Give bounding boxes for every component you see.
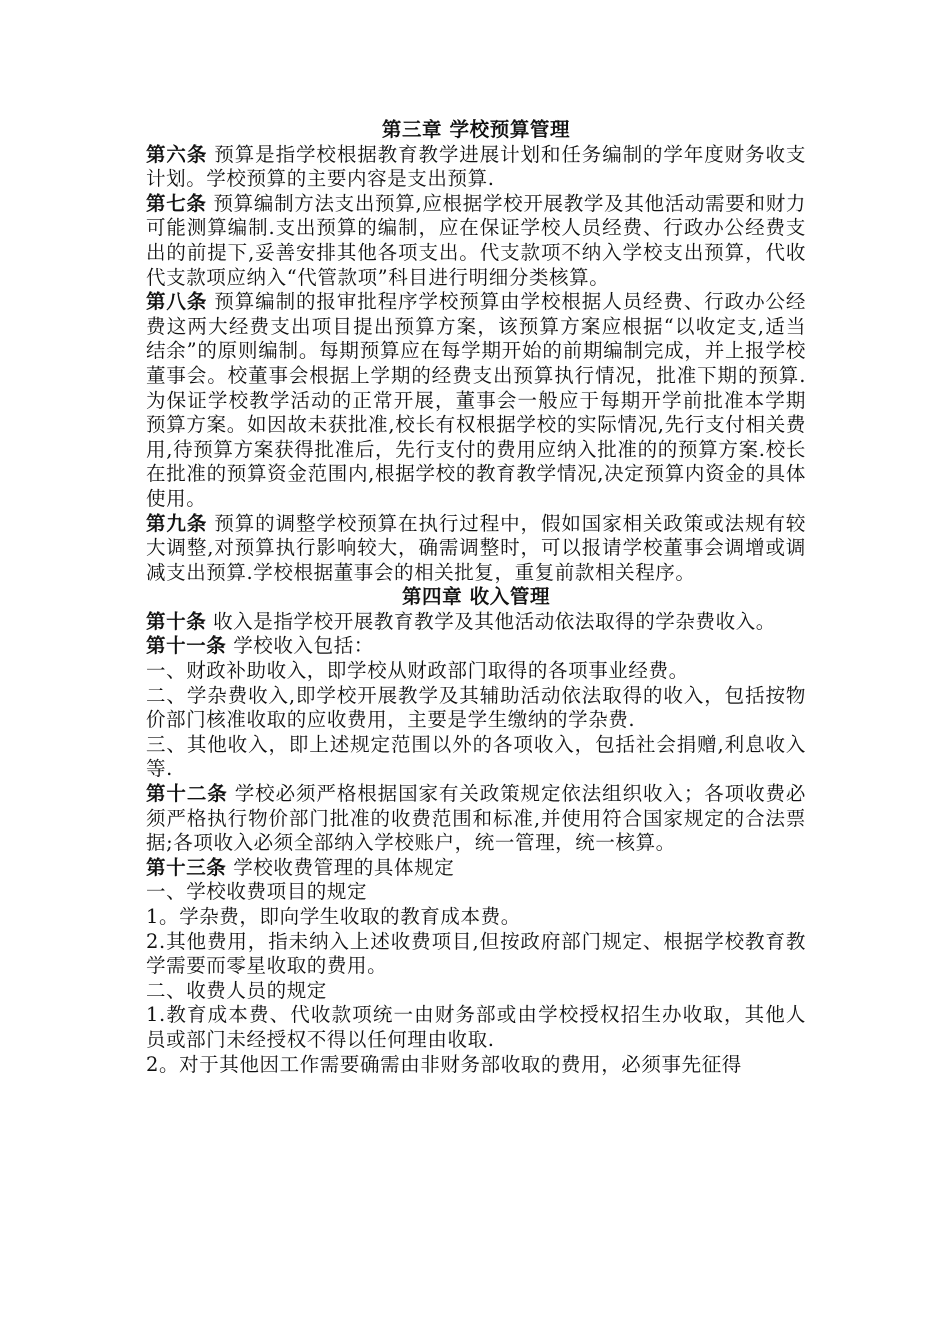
article-6-text: 预算是指学校根据教育教学进展计划和任务编制的学年度财务收支计划。学校预算的主要内容是支出预算. [146, 142, 806, 191]
article-9 [146, 512, 806, 586]
chapter4-title: 第四章 收入管理 [401, 585, 551, 609]
article-11-item: 三、其他收入，即上述规定范围以外的各项收入，包括社会捐赠,利息收入等. [146, 732, 806, 781]
article-8-label: 第八条 [146, 290, 208, 314]
article-13 [146, 856, 806, 881]
article-11-text: 学校收入包括： [226, 634, 374, 658]
article-7 [146, 192, 806, 290]
article-13-item: 二、收费人员的规定 [146, 978, 327, 1002]
article-12-text: 学校必须严格根据国家有关政策规定依法组织收入；各项收费必须严格执行物价部门批准的收费范围和标准,并使用符合国家规定的合法票据;各项收入必须全部纳入学校账户，统一管理，统一核算。 [146, 782, 806, 855]
article-9-label: 第九条 [146, 511, 208, 535]
article-7-text: 预算编制方法支出预算,应根据学校开展教学及其他活动需要和财力可能测算编制.支出预算的编制，应在保证学校人员经费、行政办公经费支出的前提下,妥善安排其他各项支出。代支款项不纳入学校支出预算，代收代支款项应纳入“代管款项”科目进行明细分类核算。 [146, 191, 806, 289]
article-9-text: 预算的调整学校预算在执行过程中，假如国家相关政策或法规有较大调整,对预算执行影响较大，确需调整时，可以报请学校董事会调增或调减支出预算.学校根据董事会的相关批复，重复前款相关程序。 [146, 511, 806, 584]
article-13-item: 一、学校收费项目的规定 [146, 880, 368, 904]
article-11-item: 一、财政补助收入，即学校从财政部门取得的各项事业经费。 [146, 659, 689, 683]
article-13-item: 1。学杂费，即向学生收取的教育成本费。 [146, 905, 521, 928]
article-12-label: 第十二条 [146, 782, 228, 806]
document-page [146, 118, 806, 1077]
article-11-item: 二、学杂费收入,即学校开展教学及其辅助活动依法取得的收入，包括按物价部门核准收取的应收费用，主要是学生缴纳的学杂费. [146, 683, 806, 732]
chapter3-title: 第三章 学校预算管理 [381, 118, 571, 141]
article-8 [146, 290, 806, 511]
article-13-label: 第十三条 [146, 855, 227, 879]
article-13-item: 1.教育成本费、代收款项统一由财务部或由学校授权招生办收取，其他人员或部门未经授权不得以任何理由收取. [146, 1003, 806, 1051]
article-10 [146, 610, 806, 635]
article-6 [146, 143, 806, 192]
article-11-label: 第十一条 [146, 634, 227, 658]
article-10-label: 第十条 [146, 609, 207, 633]
article-13-item: 2。对于其他因工作需要确需由非财务部收取的费用，必须事先征得 [146, 1052, 742, 1076]
article-11 [146, 634, 806, 659]
article-6-label: 第六条 [146, 142, 208, 166]
article-10-text: 收入是指学校开展教育教学及其他活动依法取得的学杂费收入。 [206, 609, 776, 633]
article-7-label: 第七条 [146, 191, 207, 215]
article-13-item: 2.其他费用，指未纳入上述收费项目,但按政府部门规定、根据学校教育教学需要而零星收取的费用。 [146, 929, 806, 978]
article-13-text: 学校收费管理的具体规定 [226, 855, 455, 879]
article-8-text: 预算编制的报审批程序学校预算由学校根据人员经费、行政办公经费这两大经费支出项目提出预算方案，该预算方案应根据“以收定支,适当结余”的原则编制。每期预算应在每学期开始的前期编制完成，并上报学校董事会。校董事会根据上学期的经费支出预算执行情况，批准下期的预算.为保证学校教学活动的正常开展，董事会一般应于每期开学前批准本学期预算方案。如因故未获批准,校长有权根据学校的实际情况,先行支付相关费用,待预算方案获得批准后，先行支付的费用应纳入批准的的预算方案.校长在批准的预算资金范围内,根据学校的教育教学情况,决定预算内资金的具体使用。 [146, 290, 806, 510]
article-12 [146, 782, 806, 856]
